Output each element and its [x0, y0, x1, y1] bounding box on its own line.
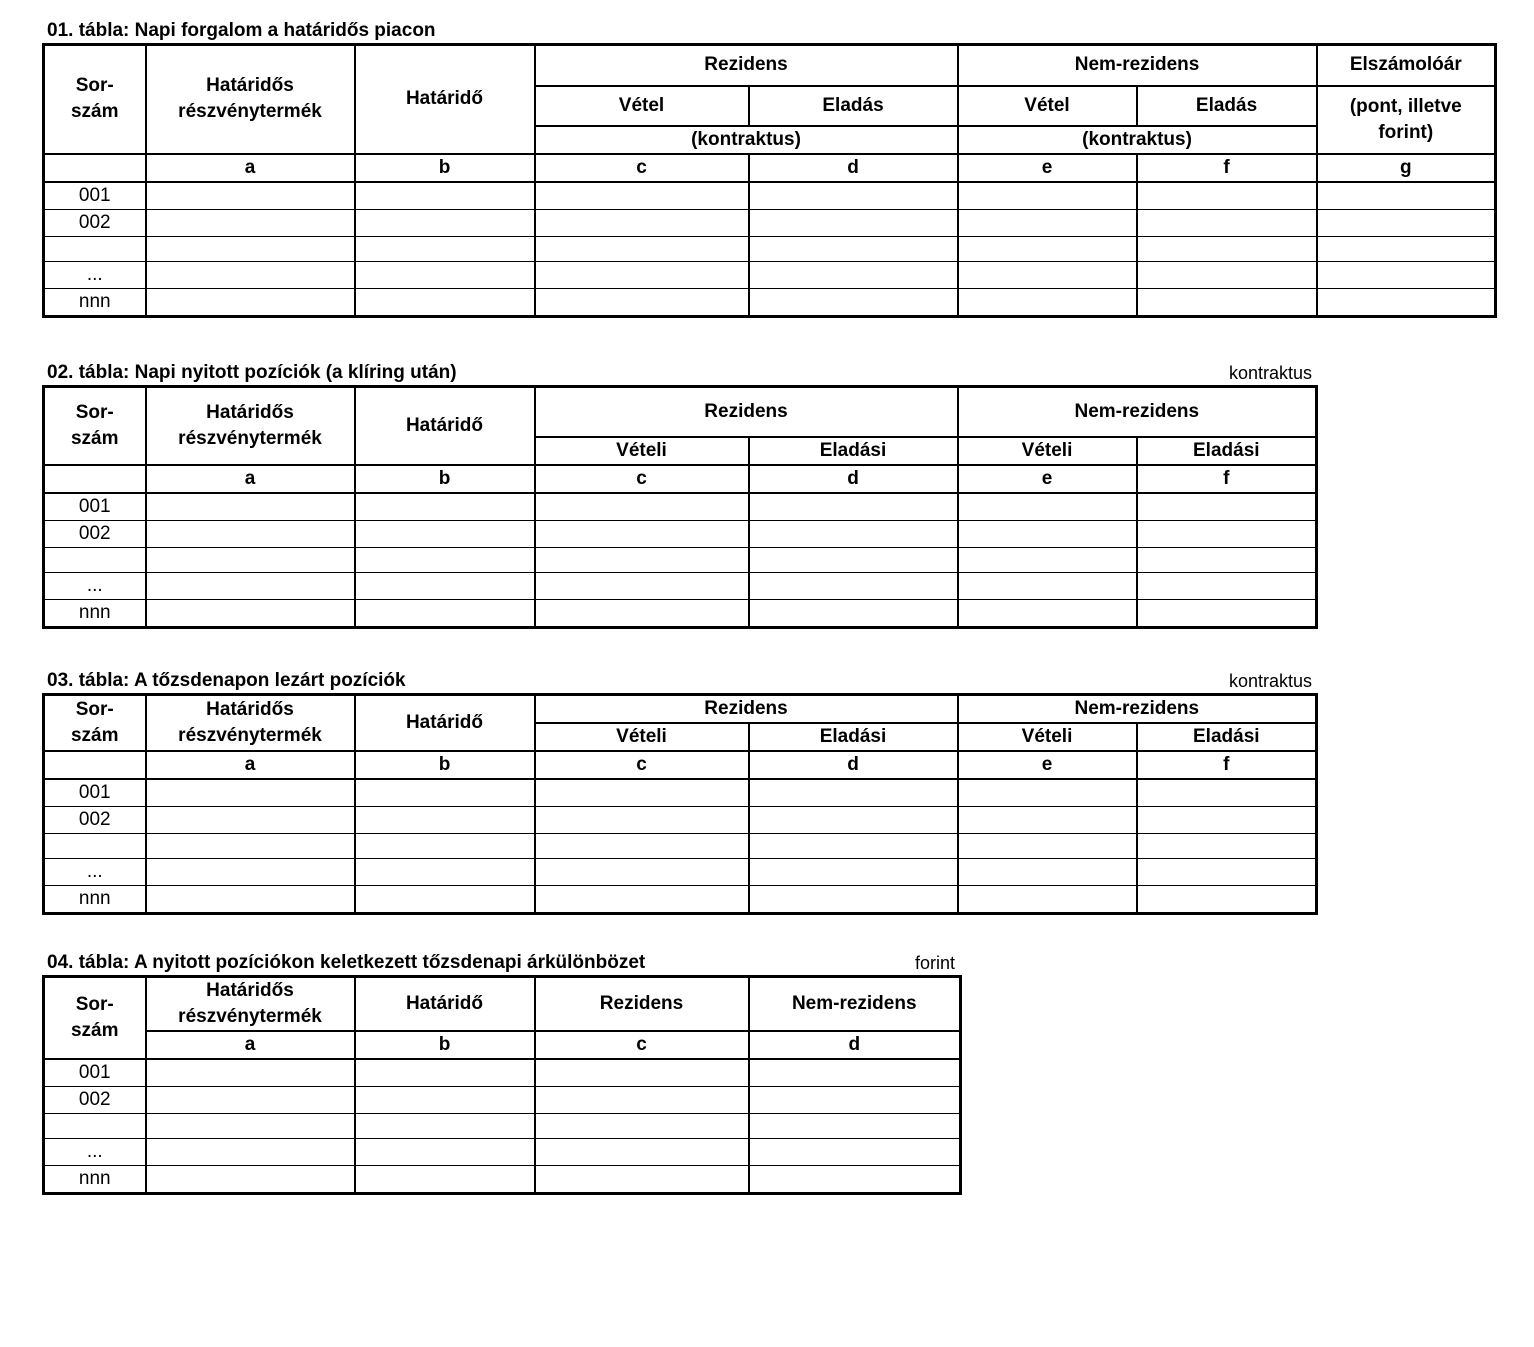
input-cell[interactable]	[535, 236, 749, 261]
letter-a: a	[146, 154, 355, 182]
header-hatarido: Határidő	[355, 45, 535, 154]
table-row	[44, 1114, 961, 1139]
table-04-caption: 04. tábla: A nyitott pozíciókon keletkezett tőzsdenapi árkülönbözet	[47, 952, 646, 973]
letter-c: c	[535, 465, 749, 493]
input-cell[interactable]	[1137, 520, 1317, 547]
row-number: 001	[44, 779, 146, 807]
letter-d: d	[749, 154, 958, 182]
input-cell[interactable]	[146, 236, 355, 261]
letter-d: d	[749, 1031, 961, 1059]
input-cell[interactable]	[749, 886, 958, 914]
input-cell[interactable]	[749, 807, 958, 834]
header-nemrezidens: Nem-rezidens	[958, 695, 1317, 724]
input-cell[interactable]	[355, 1087, 535, 1114]
input-cell[interactable]	[355, 572, 535, 599]
table-row	[44, 886, 1317, 914]
input-cell[interactable]	[355, 209, 535, 236]
input-cell[interactable]	[1137, 807, 1317, 834]
input-cell[interactable]	[958, 599, 1137, 627]
header-veteli-nemrez: Vételi	[958, 437, 1137, 465]
input-cell[interactable]	[1137, 209, 1317, 236]
letter-f: f	[1137, 465, 1317, 493]
table-row	[44, 1166, 961, 1194]
input-cell[interactable]	[958, 779, 1137, 807]
header-sorszam: Sor- szám	[44, 387, 146, 465]
row-number	[44, 834, 146, 859]
input-cell[interactable]	[146, 261, 355, 288]
header-elszamoloar-unit: (pont, illetve forint)	[1317, 86, 1496, 154]
input-cell[interactable]	[355, 520, 535, 547]
letter-d: d	[749, 751, 958, 779]
header-vetel-rez: Vétel	[535, 86, 749, 126]
table-row	[44, 288, 1496, 316]
input-cell[interactable]	[146, 493, 355, 521]
letter-a: a	[146, 465, 355, 493]
input-cell[interactable]	[1137, 547, 1317, 572]
letter-d: d	[749, 465, 958, 493]
input-cell[interactable]	[749, 572, 958, 599]
input-cell[interactable]	[958, 182, 1137, 210]
header-eladas-rez: Eladás	[749, 86, 958, 126]
input-cell[interactable]	[355, 834, 535, 859]
header-eladasi-nemrez: Eladási	[1137, 437, 1317, 465]
input-cell[interactable]	[355, 182, 535, 210]
input-cell[interactable]	[958, 288, 1137, 316]
input-cell[interactable]	[146, 599, 355, 627]
input-cell[interactable]	[355, 1114, 535, 1139]
input-cell[interactable]	[1137, 493, 1317, 521]
input-cell[interactable]	[535, 288, 749, 316]
row-number: 002	[44, 807, 146, 834]
input-cell[interactable]	[1137, 599, 1317, 627]
input-cell[interactable]	[749, 209, 958, 236]
input-cell[interactable]	[146, 779, 355, 807]
header-hatarido: Határidő	[355, 695, 535, 752]
letter-blank	[44, 751, 146, 779]
input-cell[interactable]	[749, 859, 958, 886]
input-cell[interactable]	[749, 1139, 961, 1166]
input-cell[interactable]	[355, 493, 535, 521]
input-cell[interactable]	[958, 547, 1137, 572]
letter-b: b	[355, 154, 535, 182]
header-eladasi-nemrez: Eladási	[1137, 723, 1317, 751]
input-cell[interactable]	[146, 834, 355, 859]
input-cell[interactable]	[749, 779, 958, 807]
input-cell[interactable]	[1137, 859, 1317, 886]
input-cell[interactable]	[958, 834, 1137, 859]
table-03	[42, 693, 1318, 915]
table-01-section	[42, 18, 1498, 312]
input-cell[interactable]	[1317, 209, 1496, 236]
row-number: 001	[44, 493, 146, 521]
header-sorszam: Sor- szám	[44, 45, 146, 154]
input-cell[interactable]	[1137, 886, 1317, 914]
row-number: nnn	[44, 1166, 146, 1194]
table-04-section	[42, 950, 959, 1189]
input-cell[interactable]	[749, 261, 958, 288]
input-cell[interactable]	[535, 1059, 749, 1087]
row-number: ...	[44, 261, 146, 288]
input-cell[interactable]	[535, 859, 749, 886]
header-eladas-nemrez: Eladás	[1137, 86, 1317, 126]
table-04	[42, 975, 962, 1195]
input-cell[interactable]	[1137, 288, 1317, 316]
table-04-unit: forint	[914, 953, 955, 973]
header-eladasi-rez: Eladási	[749, 437, 958, 465]
header-veteli-rez: Vételi	[535, 437, 749, 465]
table-row	[44, 599, 1317, 627]
input-cell[interactable]	[958, 520, 1137, 547]
letter-a: a	[146, 751, 355, 779]
input-cell[interactable]	[535, 886, 749, 914]
header-termek: Határidős részvénytermék	[146, 45, 355, 154]
header-elszamoloar: Elszámolóár	[1317, 45, 1496, 86]
input-cell[interactable]	[958, 859, 1137, 886]
input-cell[interactable]	[355, 547, 535, 572]
input-cell[interactable]	[535, 520, 749, 547]
input-cell[interactable]	[1137, 834, 1317, 859]
table-row	[44, 520, 1317, 547]
input-cell[interactable]	[535, 493, 749, 521]
table-02-section	[42, 360, 1318, 623]
input-cell[interactable]	[355, 807, 535, 834]
input-cell[interactable]	[749, 1059, 961, 1087]
table-row	[44, 547, 1317, 572]
header-rezidens: Rezidens	[535, 387, 958, 437]
input-cell[interactable]	[355, 859, 535, 886]
table-row	[44, 209, 1496, 236]
header-sorszam: Sor- szám	[44, 977, 146, 1060]
letter-c: c	[535, 154, 749, 182]
input-cell[interactable]	[535, 1139, 749, 1166]
table-row	[44, 572, 1317, 599]
row-number	[44, 547, 146, 572]
letter-e: e	[958, 751, 1137, 779]
header-rezidens: Rezidens	[535, 695, 958, 724]
table-03-caption: 03. tábla: A tőzsdenapon lezárt pozíciók	[47, 670, 406, 691]
input-cell[interactable]	[749, 1166, 961, 1194]
input-cell[interactable]	[146, 1139, 355, 1166]
input-cell[interactable]	[146, 288, 355, 316]
letter-c: c	[535, 751, 749, 779]
letter-e: e	[958, 465, 1137, 493]
input-cell[interactable]	[355, 779, 535, 807]
table-row	[44, 182, 1496, 210]
input-cell[interactable]	[146, 182, 355, 210]
input-cell[interactable]	[749, 1114, 961, 1139]
input-cell[interactable]	[535, 1114, 749, 1139]
header-rezidens: Rezidens	[535, 977, 749, 1032]
input-cell[interactable]	[146, 1166, 355, 1194]
table-row	[44, 807, 1317, 834]
letter-a: a	[146, 1031, 355, 1059]
input-cell[interactable]	[355, 599, 535, 627]
input-cell[interactable]	[958, 493, 1137, 521]
input-cell[interactable]	[958, 886, 1137, 914]
input-cell[interactable]	[749, 547, 958, 572]
input-cell[interactable]	[1137, 236, 1317, 261]
row-number: 001	[44, 182, 146, 210]
input-cell[interactable]	[535, 834, 749, 859]
input-cell[interactable]	[749, 599, 958, 627]
header-nemrezidens: Nem-rezidens	[958, 45, 1317, 86]
input-cell[interactable]	[958, 807, 1137, 834]
table-row	[44, 1059, 961, 1087]
row-number: nnn	[44, 288, 146, 316]
table-01-caption: 01. tábla: Napi forgalom a határidős piacon	[47, 20, 436, 41]
letter-c: c	[535, 1031, 749, 1059]
header-rezidens: Rezidens	[535, 45, 958, 86]
input-cell[interactable]	[355, 261, 535, 288]
input-cell[interactable]	[535, 182, 749, 210]
row-number: 001	[44, 1059, 146, 1087]
row-number: 002	[44, 209, 146, 236]
table-row	[44, 261, 1496, 288]
input-cell[interactable]	[146, 520, 355, 547]
input-cell[interactable]	[749, 834, 958, 859]
table-02-caption: 02. tábla: Napi nyitott pozíciók (a klíring után)	[47, 362, 457, 383]
input-cell[interactable]	[958, 261, 1137, 288]
input-cell[interactable]	[535, 1166, 749, 1194]
header-termek: Határidős részvénytermék	[146, 977, 355, 1032]
table-02	[42, 385, 1318, 629]
table-03-section	[42, 668, 1318, 909]
input-cell[interactable]	[535, 779, 749, 807]
letter-e: e	[958, 154, 1137, 182]
letter-f: f	[1137, 154, 1317, 182]
header-kontraktus-rez: (kontraktus)	[535, 126, 958, 154]
input-cell[interactable]	[146, 859, 355, 886]
input-cell[interactable]	[146, 807, 355, 834]
input-cell[interactable]	[146, 886, 355, 914]
input-cell[interactable]	[749, 493, 958, 521]
input-cell[interactable]	[749, 236, 958, 261]
input-cell[interactable]	[146, 1059, 355, 1087]
row-number: ...	[44, 1139, 146, 1166]
row-number: 002	[44, 1087, 146, 1114]
header-eladasi-rez: Eladási	[749, 723, 958, 751]
input-cell[interactable]	[355, 1139, 535, 1166]
header-kontraktus-nemrez: (kontraktus)	[958, 126, 1317, 154]
table-row	[44, 834, 1317, 859]
input-cell[interactable]	[749, 288, 958, 316]
letter-b: b	[355, 1031, 535, 1059]
table-row	[44, 493, 1317, 521]
row-number: 002	[44, 520, 146, 547]
input-cell[interactable]	[535, 547, 749, 572]
input-cell[interactable]	[355, 236, 535, 261]
input-cell[interactable]	[1317, 236, 1496, 261]
row-number: ...	[44, 572, 146, 599]
row-number: ...	[44, 859, 146, 886]
letter-b: b	[355, 751, 535, 779]
input-cell[interactable]	[1137, 182, 1317, 210]
letter-blank	[44, 465, 146, 493]
input-cell[interactable]	[535, 807, 749, 834]
table-row	[44, 1139, 961, 1166]
header-hatarido: Határidő	[355, 387, 535, 465]
table-02-unit: kontraktus	[1228, 363, 1312, 383]
table-row	[44, 236, 1496, 261]
input-cell[interactable]	[958, 572, 1137, 599]
header-nemrezidens: Nem-rezidens	[958, 387, 1317, 437]
input-cell[interactable]	[146, 1087, 355, 1114]
input-cell[interactable]	[535, 599, 749, 627]
row-number: nnn	[44, 886, 146, 914]
input-cell[interactable]	[146, 209, 355, 236]
input-cell[interactable]	[1137, 779, 1317, 807]
letter-f: f	[1137, 751, 1317, 779]
row-number	[44, 236, 146, 261]
input-cell[interactable]	[1317, 288, 1496, 316]
header-hatarido: Határidő	[355, 977, 535, 1032]
input-cell[interactable]	[749, 520, 958, 547]
input-cell[interactable]	[146, 572, 355, 599]
header-veteli-nemrez: Vételi	[958, 723, 1137, 751]
input-cell[interactable]	[355, 886, 535, 914]
input-cell[interactable]	[749, 182, 958, 210]
table-03-unit: kontraktus	[1228, 671, 1312, 691]
header-nemrezidens: Nem-rezidens	[749, 977, 961, 1032]
input-cell[interactable]	[1137, 572, 1317, 599]
header-sorszam: Sor- szám	[44, 695, 146, 752]
table-row	[44, 859, 1317, 886]
letter-blank	[44, 154, 146, 182]
input-cell[interactable]	[1137, 261, 1317, 288]
input-cell[interactable]	[749, 1087, 961, 1114]
letter-b: b	[355, 465, 535, 493]
input-cell[interactable]	[146, 1114, 355, 1139]
header-termek: Határidős részvénytermék	[146, 387, 355, 465]
input-cell[interactable]	[535, 1087, 749, 1114]
input-cell[interactable]	[355, 1059, 535, 1087]
input-cell[interactable]	[958, 236, 1137, 261]
input-cell[interactable]	[958, 209, 1137, 236]
input-cell[interactable]	[146, 547, 355, 572]
header-termek: Határidős részvénytermék	[146, 695, 355, 752]
header-veteli-rez: Vételi	[535, 723, 749, 751]
letter-g: g	[1317, 154, 1496, 182]
table-row	[44, 779, 1317, 807]
row-number	[44, 1114, 146, 1139]
table-01	[42, 43, 1497, 318]
input-cell[interactable]	[535, 572, 749, 599]
row-number: nnn	[44, 599, 146, 627]
input-cell[interactable]	[535, 261, 749, 288]
input-cell[interactable]	[535, 209, 749, 236]
input-cell[interactable]	[355, 288, 535, 316]
input-cell[interactable]	[355, 1166, 535, 1194]
input-cell[interactable]	[1317, 261, 1496, 288]
input-cell[interactable]	[1317, 182, 1496, 210]
header-vetel-nemrez: Vétel	[958, 86, 1137, 126]
table-row	[44, 1087, 961, 1114]
